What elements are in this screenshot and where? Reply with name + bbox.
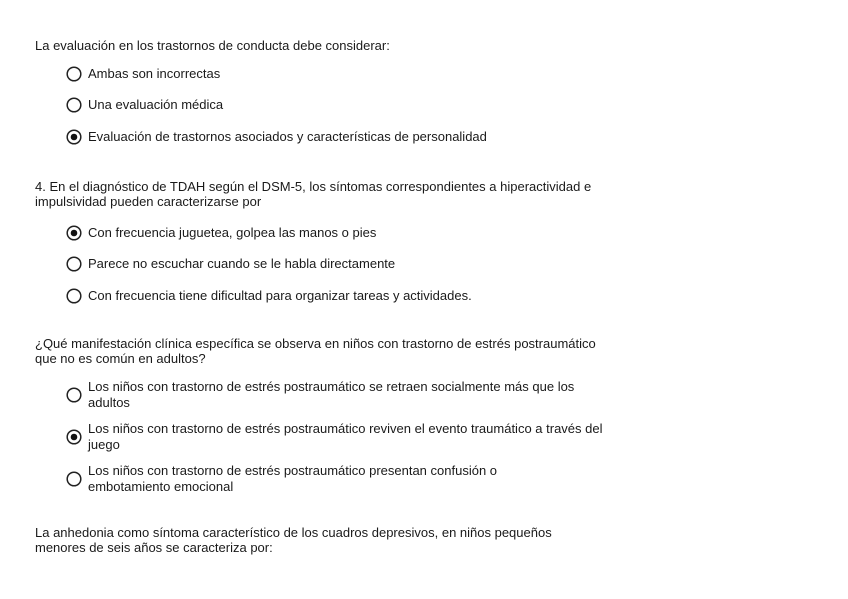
option-label: Ambas son incorrectas: [88, 66, 221, 81]
question-1-option-2[interactable]: [66, 97, 223, 113]
question-2-option-2[interactable]: [66, 256, 395, 272]
question-2-text: 4. En el diagnóstico de TDAH según el DSM-5, los síntomas correspondientes a hiperactividad e impulsividad pueden caracterizarse por: [35, 179, 592, 209]
question-1-text: La evaluación en los trastornos de conducta debe considerar:: [35, 38, 390, 53]
radio-button-empty-icon[interactable]: [66, 66, 82, 82]
option-label: Parece no escuchar cuando se le habla directamente: [88, 256, 396, 271]
question-3-option-2[interactable]: [66, 421, 623, 453]
question-2-option-1[interactable]: [66, 225, 376, 241]
radio-button-selected-icon[interactable]: [66, 429, 82, 445]
radio-button-empty-icon[interactable]: [66, 471, 82, 487]
option-label: Con frecuencia tiene dificultad para organizar tareas y actividades.: [88, 288, 472, 303]
radio-button-selected-icon[interactable]: [66, 225, 82, 241]
option-label: Con frecuencia juguetea, golpea las manos o pies: [88, 225, 377, 240]
question-3-option-1[interactable]: [66, 379, 608, 411]
radio-button-selected-icon[interactable]: [66, 129, 82, 145]
question-3-option-3[interactable]: [66, 463, 578, 495]
question-1-option-3[interactable]: [66, 129, 487, 145]
question-3-text: ¿Qué manifestación clínica específica se observa en niños con trastorno de estrés postraumático que no es común en adultos?: [35, 336, 596, 366]
radio-button-empty-icon[interactable]: [66, 387, 82, 403]
option-label: Una evaluación médica: [88, 97, 224, 112]
radio-button-empty-icon[interactable]: [66, 97, 82, 113]
radio-button-empty-icon[interactable]: [66, 288, 82, 304]
option-label: Los niños con trastorno de estrés postraumático reviven el evento traumático a través del juego: [88, 421, 603, 452]
question-2-option-3[interactable]: [66, 288, 472, 304]
option-label: Evaluación de trastornos asociados y características de personalidad: [88, 129, 487, 144]
question-4-text: La anhedonia como síntoma característico de los cuadros depresivos, en niños pequeños menores de seis años se caracteriza por:: [35, 525, 552, 555]
option-label: Los niños con trastorno de estrés postraumático se retraen socialmente más que los adultos: [88, 379, 575, 410]
option-label: Los niños con trastorno de estrés postraumático presentan confusión o embotamiento emocional: [88, 463, 498, 494]
question-1-option-1[interactable]: [66, 66, 220, 82]
radio-button-empty-icon[interactable]: [66, 256, 82, 272]
